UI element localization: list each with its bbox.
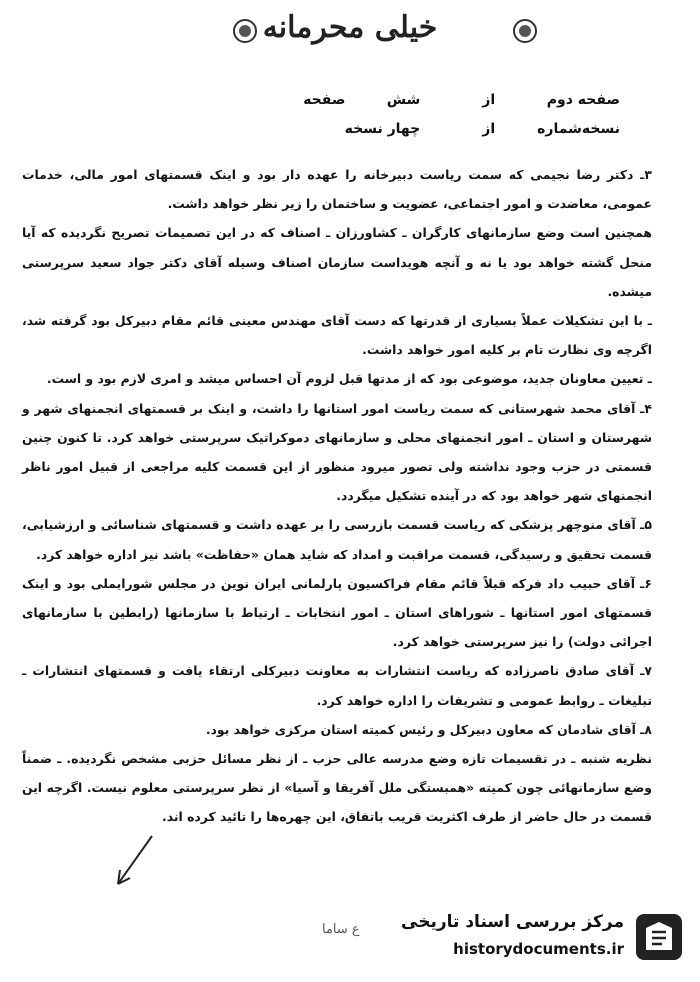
watermark-url: historydocuments.ir bbox=[453, 940, 624, 958]
copy-label: نسخه‌شماره bbox=[537, 121, 620, 137]
watermark-name: مرکز بررسی اسناد تاریخی bbox=[401, 912, 624, 932]
paragraph: همچنین است وضع سازمانهای کارگران ـ کشاورزان ـ اصناف که در این تصمیمات تصریح نگردیده که آیا منحل گشته خواهد بود یا نه و آنچه هویداست سازمان اصناف وسیله آقای دکتر جواد سعید سرپرستی میشده. bbox=[22, 225, 652, 299]
seal-stamp-icon bbox=[512, 18, 538, 44]
page-label: صفحه دوم bbox=[546, 92, 620, 108]
copy-number-line bbox=[345, 121, 620, 137]
paragraph: ۶ـ آقای حبیب داد فرکه قبلاً قائم مقام فراکسیون پارلمانی ایران نوین در مجلس شورایملی بود و اینک قسمتهای امور استانها ـ شوراهای استان ـ امور انتخابات ـ ارتباط با سازمانها (رابطین با سازمانهای اجرائی دولت) را نیز سرپرستی خواهد کرد. bbox=[22, 575, 652, 650]
watermark bbox=[396, 906, 686, 968]
paragraph: نظریه شنبه ـ در تقسیمات تازه وضع مدرسه عالی حزب ـ از نظر مسائل حزبی مشخص نگردیده. ـ ضمناً وضع سازمانهائی چون کمیته «همبستگی ملل آفریقا و آسیا» از نظر سرپرستی معلوم نیست. اگرچه این قسمت در حال حاضر از طرف اکثریت قریب باتفاق، این چهره‌ها را تائید کرده اند. bbox=[22, 751, 652, 825]
paragraph: ـ با این تشکیلات عملاً بسیاری از قدرتها که دست آقای مهندس معینی قائم مقام دبیرکل بود گرفته شد، اگرچه وی نظارت تام بر کلیه امور خواهد داشت. bbox=[22, 313, 652, 358]
archive-logo-icon bbox=[632, 910, 686, 964]
paragraph: ۵ـ آقای منوچهر پزشکی که ریاست قسمت بازرسی را بر عهده داشت و قسمتهای شناسائی و ارزشیابی، قسمت تحقیق و رسیدگی، قسمت مراقبت و امداد که شاید همان «حفاظت» باشد نیز اداره خواهد کرد. bbox=[22, 517, 652, 562]
handwritten-arrow-icon bbox=[108, 832, 158, 892]
document-body bbox=[22, 160, 652, 832]
page-word: صفحه bbox=[303, 92, 346, 108]
paragraph: ۴ـ آقای محمد شهرستانی که سمت ریاست امور استانها را داشت، و اینک بر قسمتهای انجمنهای شهر و شهرستان و استان ـ امور انجمنهای محلی و سازمانهای دموکراتیک سرپرستی خواهد کرد. تا کنون چنین قسمتی در حزب وجود نداشته ولی تصور میرود منظور از این قسمت کلیه مراجعی از قبیل امور ناظر انجمنهای شهر خواهد بود که در آینده تشکیل میگردد. bbox=[22, 400, 652, 504]
paragraph: ۷ـ آقای صادق ناصرزاده که ریاست انتشارات به معاونت دبیرکلی ارتقاء یافت و قسمتهای انتشارات ـ تبلیغات ـ روابط عمومی و تشریفات را اداره خواهد کرد. bbox=[22, 663, 652, 708]
page-total: شش bbox=[386, 92, 421, 108]
paragraph: ۳ـ دکتر رضا نجیمی که سمت ریاست دبیرخانه را عهده دار بود و اینک قسمتهای امور مالی، خدمات عمومی، معاضدت و امور اجتماعی، عضویت و ساختمان را زیر نظر خواهد داشت. bbox=[22, 167, 652, 212]
copy-of: از bbox=[482, 121, 496, 137]
page-of: از bbox=[482, 92, 496, 108]
paragraph: ـ تعیین معاونان جدید، موضوعی بود که از مدتها قبل لزوم آن احساس میشد و امری لازم بود و است. bbox=[46, 371, 652, 387]
page-number-line bbox=[303, 92, 620, 108]
handwritten-signature: ع ساما bbox=[322, 922, 360, 937]
copy-total: چهار نسخه bbox=[344, 121, 421, 137]
paragraph: ۸ـ آقای شادمان که معاون دبیرکل و رئیس کمیته استان مرکزی خواهد بود. bbox=[205, 721, 652, 737]
classification-title: خیلی محرمانه bbox=[262, 10, 438, 45]
